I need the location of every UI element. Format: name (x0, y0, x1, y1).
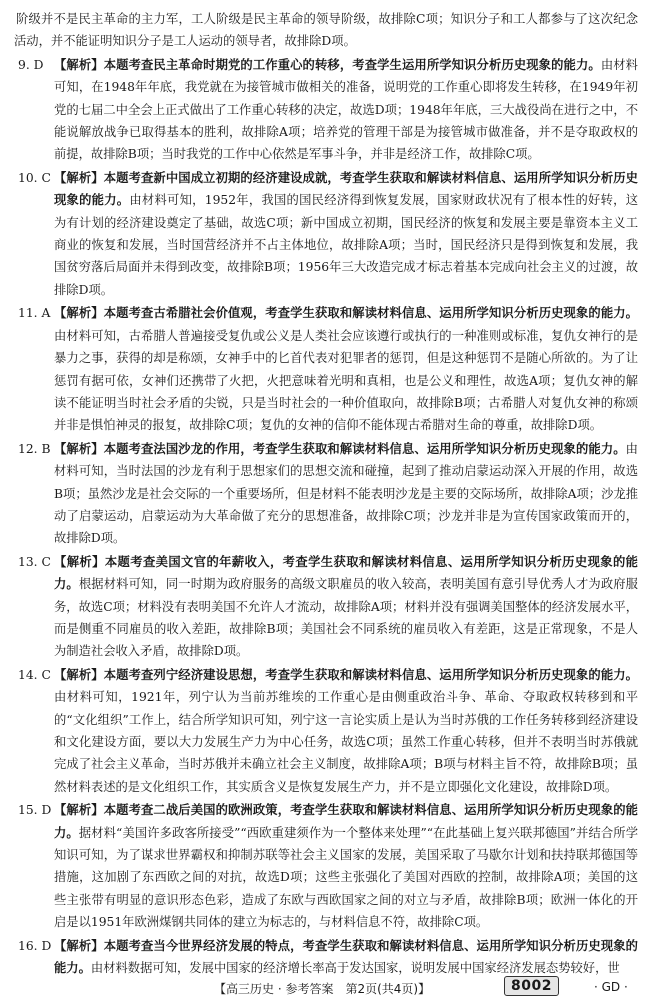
question-summary: 本题考查新中国成立初期的经济建设成就，考查学生获取和解读材料信息、运用所学知识分析历史现象的能力。 (54, 170, 638, 208)
answer-explanation: 由材料可知，1921年，列宁认为当前苏维埃的工作重心是由侧重政治斗争、革命、夺取政权转移到和平的“文化组织”工作上，结合所学知识可知，列宁这一言论实质上是认为当时苏俄的工作任务转移到经济建设和文化建设方面，要以大力发展生产力为中心任务，故选C项；虽然工作重心转移，但并不表明当时苏俄就完成了社会主义革命，当时苏俄并未确立社会主义制度，故排除A项；B项与材料主旨不符，故排除B项；虽然材料表述的是文化组织工作，其实质含义是恢复发展生产力，并不是立即强化文化建设，故排除D项。 (54, 690, 638, 794)
question-summary: 本题考查民主革命时期党的工作重心的转移，考查学生运用所学知识分析历史现象的能力。 (103, 57, 601, 72)
answer-item-12 (14, 438, 638, 550)
answer-item-9 (14, 54, 638, 166)
answer-number: 10. C (18, 170, 51, 185)
question-summary: 本题考查二战后美国的欧洲政策，考查学生获取和解读材料信息、运用所学知识分析历史现象的能力。 (54, 803, 638, 840)
footer-title: 【高三历史 · 参考答案 第2页(共4页)】 (214, 982, 431, 996)
analysis-tag: 【解析】 (54, 57, 104, 72)
answer-item-13 (14, 551, 638, 663)
answer-item-10 (14, 167, 638, 301)
region-label: · GD · (594, 980, 628, 994)
analysis-tag: 【解析】 (54, 667, 104, 682)
answer-number: 14. C (18, 667, 51, 682)
answer-explanation: 由材料可知，在1948年年底，我党就在为接管城市做相关的准备，说明党的工作重心即将发生转移，在1949年初党的七届二中全会上正式做出了工作重心转移的决定，故选D项；1948年年底，三大战役尚在进行之中，不能说解放战争已取得基本的胜利，故排除A项；培养党的管理干部是为接管城市做准备，并不是夺取政权的前提，故排除B项；当时我党的工作中心依然是军事斗争，并非是经济工作，故排除C项。 (54, 57, 638, 162)
answer-number: 16. D (18, 938, 52, 953)
question-summary: 本题考查法国沙龙的作用，考查学生获取和解读材料信息、运用所学知识分析历史现象的能力。 (103, 441, 626, 456)
answer-explanation: 由材料可知，当时法国的沙龙有利于思想家们的思想交流和碰撞，起到了推动启蒙运动深入开展的作用，故选B项；虽然沙龙是社会交际的一个重要场所，但是材料不能表明沙龙是主要的交际场所，故排除A项；沙龙推动了启蒙运动，启蒙运动为大革命做了充分的思想准备，故排除C项；沙龙并非是为宣传国家政策而开的，故排除D项。 (54, 441, 638, 546)
question-summary: 本题考查古希腊社会价值观，考查学生获取和解读材料信息、运用所学知识分析历史现象的能力。 (103, 306, 638, 321)
answer-item-11 (14, 302, 638, 436)
question-summary: 本题考查列宁经济建设思想，考查学生获取和解读材料信息、运用所学知识分析历史现象的能力。 (103, 667, 638, 682)
answer-item-15 (14, 799, 638, 933)
continued-paragraph: 阶级并不是民主革命的主力军，工人阶级是民主革命的领导阶级，故排除C项；知识分子和工人都参与了这次纪念活动，并不能证明知识分子是工人运动的领导者，故排除D项。 (14, 12, 638, 49)
answer-number: 9. D (18, 57, 44, 72)
paper-code-badge: 8002 (504, 976, 559, 996)
answer-explanation: 由材料可知，1952年，我国的国民经济得到恢复发展，国家财政状况有了根本性的好转，这为有计划的经济建设奠定了基础，故选C项；新中国成立初期，国民经济的恢复和发展主要是靠资本主义工商业的恢复和发展，当时国营经济并不占主体地位，故排除A项；当时，国民经济只是得到恢复和发展，我国贫穷落后局面并未得到改变，故排除B项；1956年三大改造完成才标志着基本完成向社会主义的过渡，故排除D项。 (54, 193, 638, 297)
answer-explanation: 根据材料可知，同一时期为政府服务的高级文职雇员的收入较高，表明美国有意引导优秀人才为政府服务，故选C项；材料没有表明美国不允许人才流动，故排除A项；材料并没有强调美国整体的经济发展水平，而是侧重不同雇员的收入差距，故排除B项；美国社会不同系统的雇员收入有差距，这是正常现象，不是人为制造社会收入矛盾，故排除D项。 (54, 577, 638, 659)
analysis-tag: 【解析】 (54, 306, 104, 321)
analysis-tag: 【解析】 (54, 938, 104, 953)
answer-item-14 (14, 664, 638, 798)
question-summary: 本题考查美国文官的年薪收入，考查学生获取和解读材料信息、运用所学知识分析历史现象的能力。 (54, 554, 638, 592)
answer-number: 12. B (18, 441, 51, 456)
answer-item-16 (14, 935, 638, 980)
answer-explanation: 由材料数据可知，发展中国家的经济增长率高于发达国家，说明发展中国家经济发展态势较好，世 (90, 961, 620, 976)
page-footer (0, 976, 652, 1002)
analysis-tag: 【解析】 (54, 170, 104, 185)
answer-number: 11. A (18, 306, 51, 321)
question-summary: 本题考查当今世界经济发展的特点，考查学生获取和解读材料信息、运用所学知识分析历史现象的能力。 (54, 938, 638, 976)
answer-number: 13. C (18, 554, 51, 569)
answer-explanation: 由材料可知，古希腊人普遍接受复仇或公义是人类社会应该遵行或执行的一种准则或标准，复仇女神行的是暴力之事，获得的却是称颂，女神手中的匕首代表对犯罪者的惩罚，但是这种惩罚不是随心所欲的。为了让惩罚有据可依，女神们还携带了火把，火把意味着光明和真相，也是公义和理性，故选A项；复仇女神的解读不能证明当时社会矛盾的尖锐，只是当时社会的一种价值取向，故排除B项；古希腊人对复仇女神的称颂并非是惧怕神灵的报复，故排除C项；复仇的女神的信仰不能体现古希腊对生命的尊重，故排除D项。 (54, 328, 638, 433)
analysis-tag: 【解析】 (54, 803, 104, 818)
analysis-tag: 【解析】 (54, 441, 104, 456)
answer-explanation: 据材料“美国许多政客所接受”“西欧重建须作为一个整体来处理”“在此基础上复兴联邦德国”并结合所学知识可知，为了谋求世界霸权和抑制苏联等社会主义国家的发展，美国采取了马歇尔计划和扶持联邦德国等措施，这加剧了东西欧之间的对抗，故选D项；这些主张强化了美国对西欧的控制，故排除A项；美国的这些主张带有明显的意识形态色彩，造成了东欧与西欧国家之间的对立与矛盾，故排除B项；欧洲一体化的开启是以1951年欧洲煤钢共同体的建立为标志的，与材料信息不符，故排除C项。 (54, 825, 638, 930)
answer-number: 15. D (18, 803, 52, 818)
analysis-tag: 【解析】 (54, 554, 105, 569)
